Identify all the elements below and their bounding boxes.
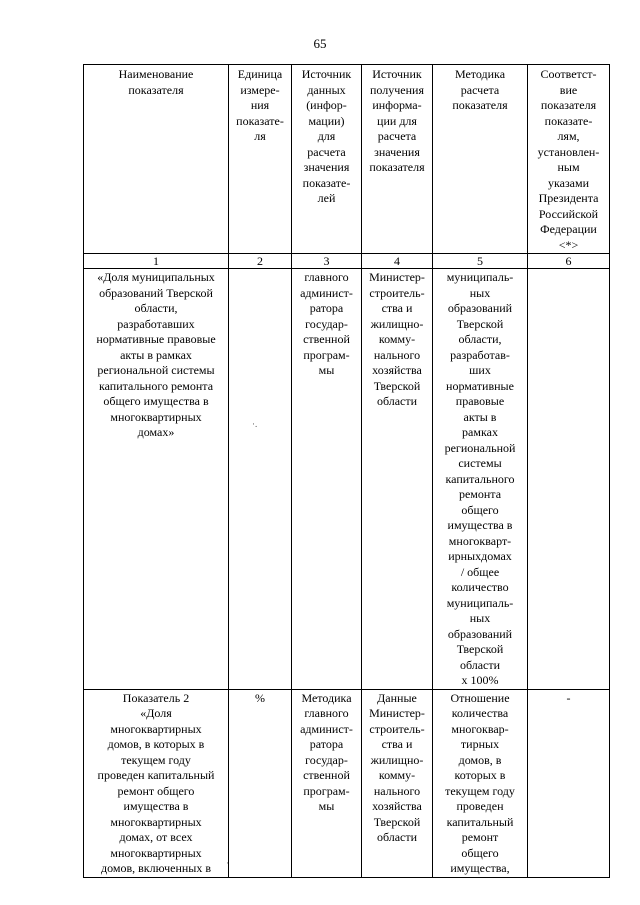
column-number: 1 — [84, 254, 229, 269]
header-data-source: Источник данных (инфор- мации) для расчета значения показате- лей — [292, 65, 362, 254]
indicator-unit — [229, 269, 292, 690]
indicator-info-source: Министер- строитель- ства и жилищно- комму- нального хозяйства Тверской области — [362, 269, 433, 690]
column-number-row — [84, 254, 610, 269]
header-compliance: Соответст- вие показателя показате- лям, установлен- ным указами Президента Российской Федерации <*> — [528, 65, 610, 254]
column-number: 5 — [433, 254, 528, 269]
indicator-compliance — [528, 269, 610, 690]
column-number: 2 — [229, 254, 292, 269]
header-info-source: Источник получения информа- ции для расчета значения показателя — [362, 65, 433, 254]
header-unit: Единица измере- ния показате- ля — [229, 65, 292, 254]
header-method: Методика расчета показателя — [433, 65, 528, 254]
indicator-name: Показатель 2 «Доля многоквартирных домов, в которых в текущем году проведен капитальный ремонт общего имущества в многоквартирных домах, от всех многоквартирных домов, включенных в — [84, 689, 229, 877]
header-name: Наименование показателя — [84, 65, 229, 254]
table-row — [84, 269, 610, 690]
column-number: 6 — [528, 254, 610, 269]
indicator-name: «Доля муниципальных образований Тверской области, разработавших нормативные правовые акты в рамках региональной системы капитального ремонта общего имущества в многоквартирных домах» — [84, 269, 229, 690]
indicators-table — [83, 64, 610, 878]
indicator-data-source: Методика главного админист- ратора государ- ственной програм- мы — [292, 689, 362, 877]
column-number: 4 — [362, 254, 433, 269]
table-row — [84, 689, 610, 877]
header-row — [84, 65, 610, 254]
indicator-compliance: - — [528, 689, 610, 877]
page-number: 65 — [313, 36, 327, 51]
indicator-method: Отношение количества многоквар- тирных домов, в которых в текущем году проведен капитальный ремонт общего имущества, — [433, 689, 528, 877]
indicator-info-source: Данные Министер- строитель- ства и жилищно- комму- нального хозяйства Тверской области — [362, 689, 433, 877]
scan-mark: · — [226, 858, 229, 868]
scan-mark: ·. — [252, 419, 258, 429]
indicator-data-source: главного админист- ратора государ- ственной програм- мы — [292, 269, 362, 690]
column-number: 3 — [292, 254, 362, 269]
indicator-method: муниципаль- ных образований Тверской области, разработав- ших нормативные правовые акты в рамках региональной системы капитального ремонта общего имущества в многокварт- ирныхдомах / общее количество муниципаль- ных образований Тверской области х 100% — [433, 269, 528, 690]
indicator-unit: % — [229, 689, 292, 877]
